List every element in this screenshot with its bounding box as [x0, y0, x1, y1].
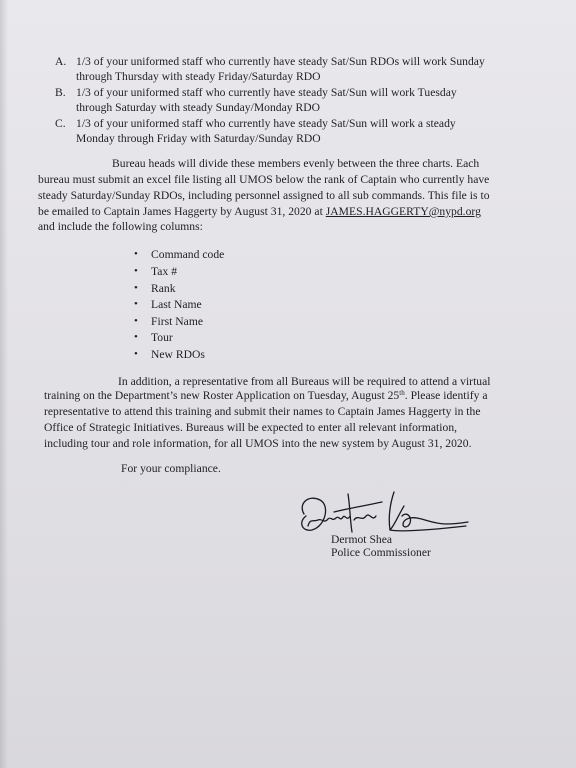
paragraph2-line2-end: . Please identify a	[404, 389, 488, 402]
bullet-icon: •	[134, 265, 138, 277]
paragraph1-line1: Bureau heads will divide these members evenly between the three charts. Each	[112, 157, 480, 170]
column-item: Tour	[151, 331, 173, 344]
column-item: Rank	[151, 282, 176, 295]
closing-line: For your compliance.	[121, 462, 221, 475]
ordinal-suffix: th	[399, 389, 405, 397]
paragraph1-line4-text: be emailed to Captain James Haggerty by August 31, 2020 at	[38, 205, 326, 218]
bullet-icon: •	[134, 248, 138, 260]
paragraph2-line2-text: training on the Department’s new Roster Application on Tuesday, August 25	[44, 389, 400, 402]
page-edge-shadow	[0, 0, 8, 768]
list-item-c-line1: 1/3 of your uniformed staff who currently have steady Sat/Sun will work a steady	[76, 117, 456, 130]
bullet-icon: •	[134, 298, 138, 310]
column-item: Tax #	[151, 265, 178, 278]
paragraph2-line4: Office of Strategic Initiatives. Bureaus will be expected to enter all relevant information,	[44, 421, 458, 434]
paragraph1-line4	[38, 204, 481, 219]
list-item-b-line2: through Saturday with steady Sunday/Monday RDO	[76, 101, 321, 114]
email-link[interactable]: JAMES.HAGGERTY@nypd.org	[325, 205, 481, 218]
column-item: Command code	[151, 248, 225, 261]
list-marker-b: B.	[55, 86, 66, 99]
signatory-name: Dermot Shea	[331, 533, 393, 546]
signatory-title: Police Commissioner	[331, 546, 431, 559]
paragraph2-line5: including tour and role information, for all UMOS into the new system by August 31, 2020.	[44, 437, 472, 450]
column-item: First Name	[151, 315, 204, 328]
paragraph1-line5: and include the following columns:	[38, 220, 203, 233]
list-item-b-line1: 1/3 of your uniformed staff who currently have steady Sat/Sun will work Tuesday	[76, 86, 457, 99]
paragraph2-line2	[44, 388, 488, 403]
list-marker-a: A.	[55, 55, 67, 68]
bullet-icon: •	[134, 315, 138, 327]
bullet-icon: •	[134, 348, 138, 360]
column-item: New RDOs	[151, 348, 205, 361]
list-marker-c: C.	[55, 117, 66, 130]
paragraph2-line3: representative to attend this training and submit their names to Captain James Haggerty in the	[44, 405, 481, 418]
list-item-a-line2: through Thursday with steady Friday/Saturday RDO	[76, 70, 321, 83]
list-item-c-line2: Monday through Friday with Saturday/Sunday RDO	[76, 132, 321, 145]
bullet-icon: •	[134, 331, 138, 343]
list-item-a-line1: 1/3 of your uniformed staff who currently have steady Sat/Sun RDOs will work Sunday	[76, 55, 485, 68]
paragraph2-line1: In addition, a representative from all Bureaus will be required to attend a virtual	[118, 375, 491, 388]
bullet-icon: •	[134, 282, 138, 294]
column-item: Last Name	[151, 298, 202, 311]
paragraph1-line3: steady Saturday/Sunday RDOs, including personnel assigned to all sub commands. This file is to	[38, 189, 490, 202]
paragraph1-line2: bureau must submit an excel file listing all UMOS below the rank of Captain who currently have	[38, 173, 490, 186]
